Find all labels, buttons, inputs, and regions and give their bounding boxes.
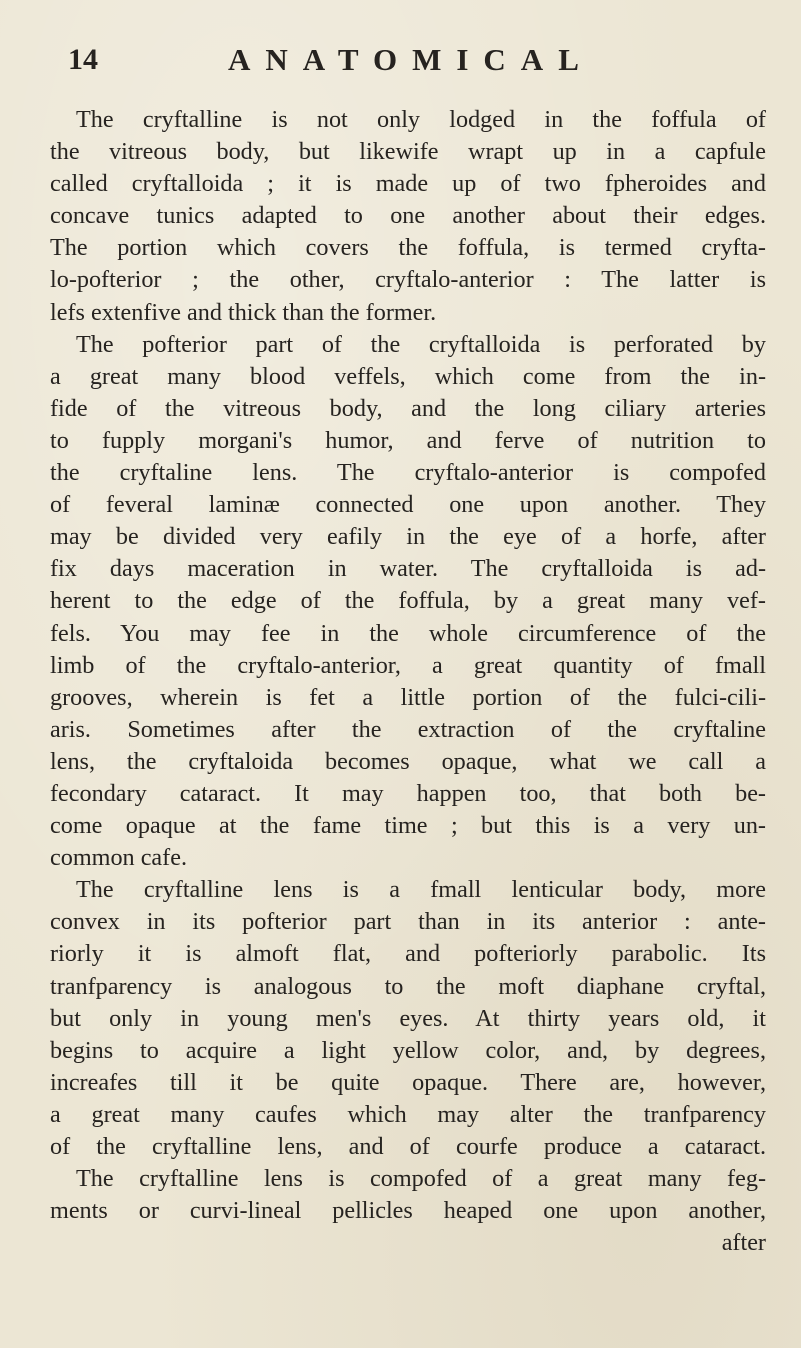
text-line: of the cryftalline lens, and of courfe produce a cataract. bbox=[50, 1133, 766, 1160]
text-line: convex in its pofterior part than in its anterior : ante- bbox=[50, 908, 766, 936]
text-line: a great many blood veffels, which come from the in- bbox=[50, 362, 766, 390]
text-line: may be divided very eafily in the eye of a horfe, after bbox=[50, 523, 766, 551]
page-number: 14 bbox=[68, 43, 98, 76]
text-line: concave tunics adapted to one another about their edges. bbox=[50, 202, 766, 230]
body-text bbox=[50, 104, 766, 1259]
running-head bbox=[68, 40, 768, 80]
text-line: lefs extenfive and thick than the former. bbox=[50, 298, 437, 326]
running-title: ANATOMICAL bbox=[228, 42, 594, 77]
text-line: called cryftalloida ; it is made up of two fpheroides and bbox=[50, 170, 766, 198]
text-line: riorly it is almoft flat, and pofteriorly parabolic. Its bbox=[50, 940, 766, 968]
text-line: lo-pofterior ; the other, cryftalo-anterior : The latter is bbox=[50, 266, 766, 294]
text-line: fide of the vitreous body, and the long ciliary arteries bbox=[50, 394, 766, 422]
text-line: the cryftaline lens. The cryftalo-anterior is compofed bbox=[50, 459, 766, 487]
text-line: The cryftalline lens is a fmall lenticular body, more bbox=[76, 876, 766, 904]
text-line: The portion which covers the foffula, is termed cryfta- bbox=[50, 234, 766, 262]
text-line: The cryftalline lens is compofed of a great many feg- bbox=[76, 1165, 766, 1193]
text-line: of feveral laminæ connected one upon another. They bbox=[50, 491, 766, 519]
text-line: lens, the cryftaloida becomes opaque, what we call a bbox=[50, 747, 766, 775]
text-line: the vitreous body, but likewife wrapt up in a capfule bbox=[50, 138, 766, 166]
catchword: after bbox=[721, 1229, 766, 1257]
text-line: tranfparency is analogous to the moft diaphane cryftal, bbox=[50, 972, 766, 1000]
text-line: aris. Sometimes after the extraction of the cryftaline bbox=[50, 715, 766, 743]
text-line: common cafe. bbox=[50, 844, 187, 872]
text-line: to fupply morgani's humor, and ferve of nutrition to bbox=[50, 426, 766, 454]
text-line: The cryftalline is not only lodged in the foffula of bbox=[76, 106, 766, 133]
text-line: limb of the cryftalo-anterior, a great quantity of fmall bbox=[50, 651, 766, 679]
text-line: herent to the edge of the foffula, by a great many vef- bbox=[50, 587, 766, 615]
text-line: grooves, wherein is fet a little portion of the fulci-cili- bbox=[50, 683, 766, 711]
text-line: fecondary cataract. It may happen too, that both be- bbox=[50, 779, 766, 807]
text-line: a great many caufes which may alter the tranfparency bbox=[50, 1100, 766, 1128]
text-line: fix days maceration in water. The cryftalloida is ad- bbox=[50, 555, 766, 583]
text-line: increafes till it be quite opaque. There are, however, bbox=[50, 1068, 766, 1096]
text-line: ments or curvi-lineal pellicles heaped one upon another, bbox=[50, 1197, 766, 1225]
text-line: The pofterior part of the cryftalloida is perforated by bbox=[76, 330, 766, 358]
text-line: fels. You may fee in the whole circumference of the bbox=[50, 619, 766, 647]
text-line: come opaque at the fame time ; but this is a very un- bbox=[50, 812, 766, 840]
text-line: but only in young men's eyes. At thirty years old, it bbox=[50, 1004, 766, 1032]
text-line: begins to acquire a light yellow color, and, by degrees, bbox=[50, 1036, 766, 1064]
